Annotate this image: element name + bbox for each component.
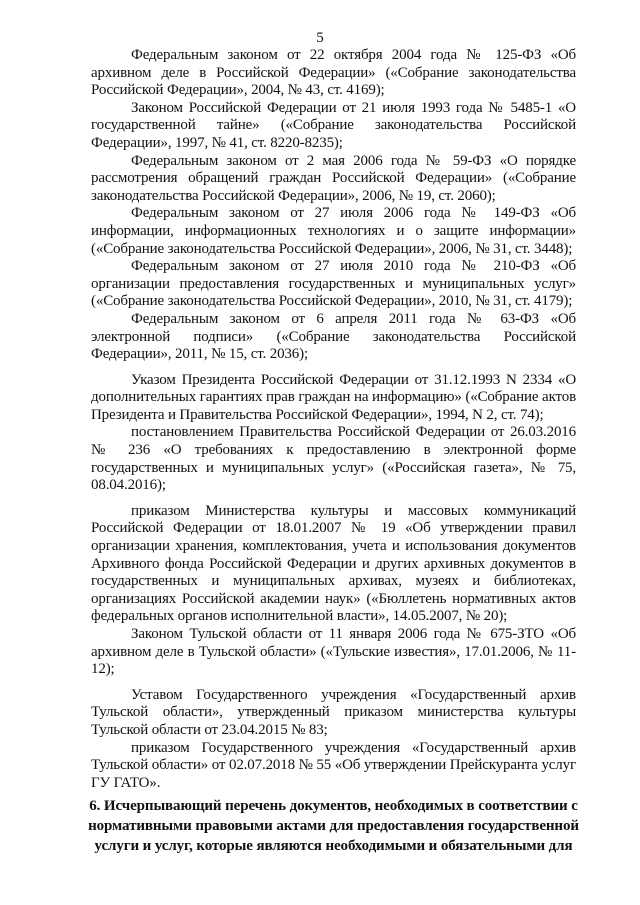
list-item: приказом Министерства культуры и массовых коммуникаций Российской Федерации от 18.01.2007 № 19 «Об утверждении правил организации хранения, комплектования, учета и использования документов Архивного фонда Российской Федерации и других архивных документов в государственных и муниципальных архивах, музеях и библиотеках, организациях Российской академии наук» («Бюллетень нормативных актов федеральных органов исполнительной власти», 14.05.2007, № 20); bbox=[91, 502, 576, 625]
list-item: Федеральным законом от 6 апреля 2011 года № 63-ФЗ «Об электронной подписи» («Собрание законодательства Российской Федерации», 2011, № 15, ст. 2036); bbox=[91, 310, 576, 363]
list-item: Федеральным законом от 27 июля 2010 года № 210-ФЗ «Об организации предоставления государственных и муниципальных услуг» («Собрание законодательства Российской Федерации», 2010, № 31, ст. 4179); bbox=[91, 258, 576, 310]
section-heading: 6. Исчерпывающий перечень документов, необходимых в соответствии с нормативными правовыми актами для предоставления государственной услуги и услуг, которые являются необходимыми и обязательными для bbox=[88, 798, 579, 854]
list-item: Федеральным законом от 22 октября 2004 года № 125-ФЗ «Об архивном деле в Российской Федерации» («Собрание законодательства Российской Федерации», 2004, № 43, ст. 4169); bbox=[91, 47, 576, 99]
list-item: постановлением Правительства Российской Федерации от 26.03.2016 № 236 «О требованиях к предоставлению в электронной форме государственных и муниципальных услуг» («Российская газета», № 75, 08.04.2016); bbox=[91, 424, 576, 494]
list-item: Указом Президента Российской Федерации от 31.12.1993 N 2334 «О дополнительных гарантиях прав граждан на информацию» («Собрание актов Президента и Правительства Российской Федерации», 1994, N 2, ст. 74); bbox=[91, 371, 576, 423]
list-item: Законом Тульской области от 11 января 2006 года № 675-ЗТО «Об архивном деле в Тульской области» («Тульские известия», 17.01.2006, № 11-12); bbox=[91, 626, 576, 678]
list-item: Уставом Государственного учреждения «Государственный архив Тульской области», утвержденный приказом министерства культуры Тульской области от 23.04.2015 № 83; bbox=[91, 686, 576, 738]
list-item: Федеральным законом от 2 мая 2006 года № 59-ФЗ «О порядке рассмотрения обращений граждан Российской Федерации» («Собрание законодательства Российской Федерации», 2006, № 19, ст. 2060); bbox=[91, 152, 576, 204]
list-item: Законом Российской Федерации от 21 июля 1993 года № 5485-1 «О государственной тайне» («Собрание законодательства Российской Федерации», 1997, № 41, ст. 8220-8235); bbox=[91, 99, 576, 151]
page-number: 5 bbox=[316, 30, 324, 46]
list-item: приказом Государственного учреждения «Государственный архив Тульской области» от 02.07.2018 № 55 «Об утверждении Прейскуранта услуг ГУ ГАТО». bbox=[91, 739, 576, 791]
list-item: Федеральным законом от 27 июля 2006 года № 149-ФЗ «Об информации, информационных технологиях и о защите информации» («Собрание законодательства Российской Федерации», 2006, № 31, ст. 3448); bbox=[91, 205, 576, 257]
legal-basis-list bbox=[91, 47, 576, 792]
